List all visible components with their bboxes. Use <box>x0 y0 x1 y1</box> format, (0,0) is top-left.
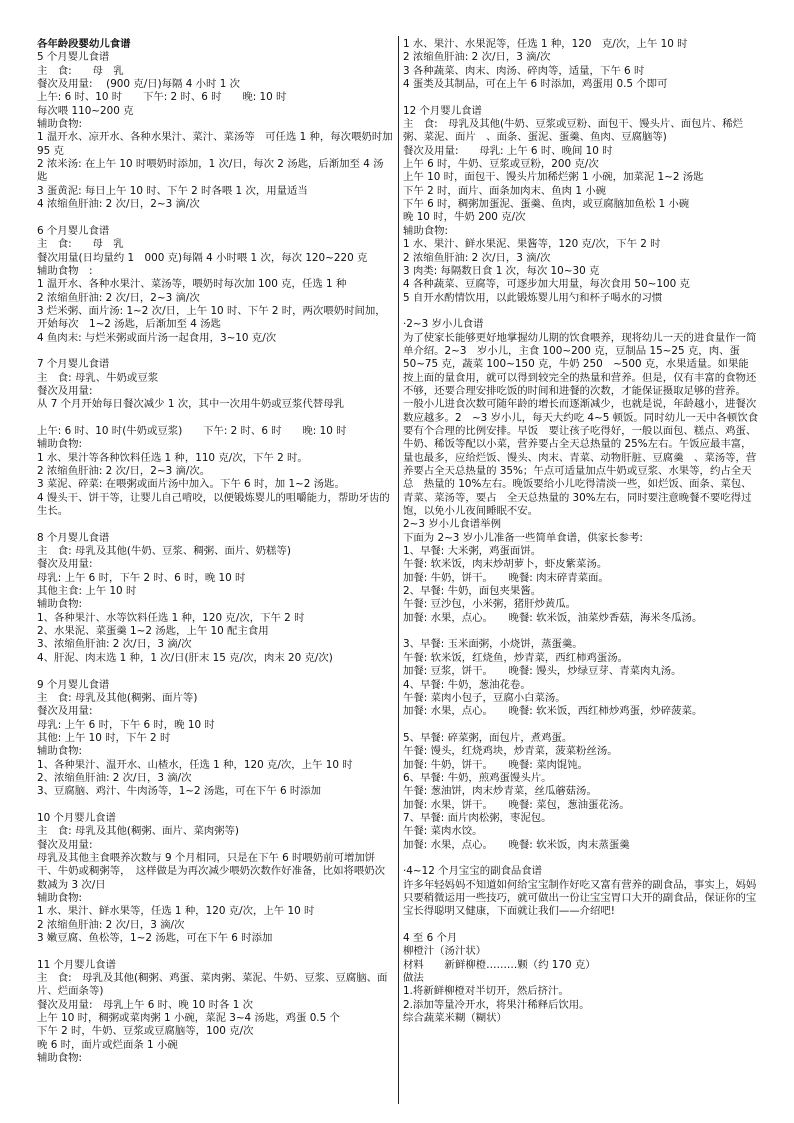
text-line: 辅助食物: <box>37 745 83 758</box>
text-line: 餐次及用量: (900 克/日)每隔 4 小时 1 次 <box>37 78 241 91</box>
text-line: 主 食: 母乳及其他(稠粥、面片等) <box>37 691 198 704</box>
text-line: 3 嫩豆腐、鱼松等，1~2 汤匙，可在下午 6 时添加 <box>37 932 273 945</box>
blank-line <box>403 305 759 318</box>
left-column <box>37 38 396 1065</box>
text-line: 1、各种果汁、水等饮料任选 1 种，120 克/次，下午 2 时 <box>37 611 305 624</box>
text-line: 主 食: 母 乳 <box>37 64 124 77</box>
text-line: 综合蔬菜米糊（糊状） <box>403 1012 507 1025</box>
text-line: 1 水、果汁、鲜水果等，任选 1 种，120 克/次，上午 10 时 <box>37 905 315 918</box>
blank-line <box>37 665 393 678</box>
text-line: 餐次及用量: 母乳上午 6 时、晚 10 时各 1 次 <box>37 998 254 1011</box>
text-line: 上午 10 时，稠粥或菜肉粥 1 小碗，菜泥 3~4 汤匙，鸡蛋 0.5 个 <box>37 1012 340 1025</box>
text-line: 7、早餐: 面片肉松粥，枣泥包。 <box>403 811 552 824</box>
text-line: 母乳: 上午 6 时，下午 2 时、6 时，晚 10 时 <box>37 571 246 584</box>
text-line: 午餐: 软米饭，肉末炒胡萝卜，虾皮紫菜汤。 <box>403 558 608 571</box>
text-line: 下午 2 时，面片、面条加肉末、鱼肉 1 小碗 <box>403 184 607 197</box>
text-line: 3 蛋黄泥: 每日上午 10 时、下午 2 时各喂 1 次，用量适当 <box>37 184 308 197</box>
text-line: 加餐: 水果，点心。 晚餐: 软米饭，油菜炒香菇，海米冬瓜汤。 <box>403 611 703 624</box>
text-line: 4、肝泥、肉末选 1 种，1 次/日(肝末 15 克/次，肉末 20 克/次) <box>37 651 333 664</box>
text-line: 午餐: 馒头，红烧鸡块，炒青菜，菠菜粉丝汤。 <box>403 745 618 758</box>
text-line: 2、水果泥、菜蛋羹 1~2 汤匙，上午 10 配主食用 <box>37 625 269 638</box>
text-line: 下午 2 时，牛奶、豆浆或豆腐脑等，100 克/次 <box>37 1025 254 1038</box>
text-line: 每次喂 110~200 克 <box>37 104 134 117</box>
text-line: 下午 6 时，稠粥加蛋泥、蛋羹、鱼肉，或豆腐脑加鱼松 1 小碗 <box>403 198 690 211</box>
text-line: 母乳: 上午 6 时，下午 6 时，晚 10 时 <box>37 718 215 731</box>
text-line: 辅助食物 : <box>37 264 93 277</box>
text-line: 餐次用量(日均量约 1 000 克)每隔 4 小时喂 1 次，每次 120~220 克 <box>37 251 368 264</box>
text-line: 辅助食物: <box>37 438 83 451</box>
text-line: 晚 6 时，面片或烂面条 1 小碗 <box>37 1038 178 1051</box>
text-line: 其他主食: 上午 10 时 <box>37 585 137 598</box>
text-line: 4 浓缩鱼肝油: 2 次/日，2~3 滴/次 <box>37 198 200 211</box>
text-line: 许多年轻妈妈不知道如何给宝宝制作好吃又富有营养的副食品，事实上，妈妈只要稍微运用一些技巧，就可做出一份让宝宝胃口大开的副食品，保证你的宝宝长得聪明又健康，下面就让我们——介绍吧! <box>403 878 757 918</box>
text-line: ·2~3 岁小儿食谱 <box>403 318 484 331</box>
text-line: 午餐: 菜肉水饺。 <box>403 825 483 838</box>
text-line: 辅助食物: <box>37 1052 83 1065</box>
text-line: 5 自开水酌情饮用，以此锻炼婴儿用勺和杯子喝水的习惯 <box>403 291 663 304</box>
text-line: 3 各种蔬菜、肉末、肉汤、碎肉等，适量，下午 6 时 <box>403 64 645 77</box>
text-line: 11 个月婴儿食谱 <box>37 958 116 971</box>
text-line: 主 食: 母乳及其他(牛奶、豆浆、稠粥、面片、奶糕等) <box>37 545 291 558</box>
text-line: 做法 <box>403 972 424 985</box>
text-line: 3、早餐: 玉米面粥，小烧饼，蒸蛋羹。 <box>403 638 583 651</box>
text-line: 加餐: 水果，点心。 晚餐: 软米饭，西红柿炒鸡蛋，炒碎菠菜。 <box>403 705 703 718</box>
text-line: 4、早餐: 牛奶，葱油花卷。 <box>403 678 531 691</box>
text-line: 午餐: 菜肉小包子，豆腐小白菜汤。 <box>403 691 566 704</box>
blank-line <box>403 625 759 638</box>
text-line: 辅助食物: <box>37 118 83 131</box>
text-line: 8 个月婴儿食谱 <box>37 531 110 544</box>
text-line: 上午: 6 时、10 时(牛奶或豆浆) 下午: 2 时、6 时 晚: 10 时 <box>37 424 347 437</box>
text-line: 6 个月婴儿食谱 <box>37 224 110 237</box>
text-line: 5、早餐: 碎菜粥，面包片，煮鸡蛋。 <box>403 731 573 744</box>
text-line: 2 浓缩鱼肝油: 2 次/日，2~3 滴/次 <box>37 291 200 304</box>
text-line: 6、早餐: 牛奶，煎鸡蛋馒头片。 <box>403 771 552 784</box>
text-line: 2 浓缩鱼肝油: 2 次/日，3 滴/次 <box>37 918 185 931</box>
text-line: 2~3 岁小儿食谱举例 <box>403 518 501 531</box>
text-line: 1 水、果汁、水果泥等，任选 1 种，120 克/次，上午 10 时 <box>403 38 688 50</box>
text-line: 1.将新鲜柳橙对半切开，然后挤汁。 <box>403 985 569 998</box>
text-line: 辅助食物: <box>37 892 83 904</box>
text-line: 3 烂米粥、面片汤: 1~2 次/日，上午 10 时、下午 2 时，两次喂奶时间加，开始每次 1~2 汤匙，后渐加至 4 汤匙 <box>37 304 386 331</box>
blank-line <box>37 412 393 425</box>
text-line: 其他: 上午 10 时，下午 2 时 <box>37 731 171 744</box>
text-line: 上午 10 时，面包干、馒头片加稀烂粥 1 小碗，加菜泥 1~2 汤匙 <box>403 171 704 184</box>
text-line: 主 食: 母乳及其他(牛奶、豆浆或豆粉、面包干、馒头片、面包片、稀烂粥、菜泥、面片 、面条、蛋泥、蛋羹、鱼肉、豆腐脑等) <box>403 118 744 144</box>
text-line: 2、浓缩鱼肝油: 2 次/日，3 滴/次 <box>37 771 192 784</box>
text-line: 2 浓缩鱼肝油: 2 次/日，2~3 滴/次。 <box>37 465 211 477</box>
text-line: 加餐: 水果，点心。 晚餐: 软米饭，肉末蒸蛋羹 <box>403 838 630 851</box>
text-line: 9 个月婴儿食谱 <box>37 678 110 691</box>
text-line: 加餐: 牛奶，饼干。 晚餐: 肉末碎青菜面。 <box>403 571 609 584</box>
text-line: 3 肉类: 每隔数日食 1 次，每次 10~30 克 <box>403 264 600 277</box>
text-line: 2 浓米汤: 在上午 10 时喂奶时添加，1 次/日，每次 2 汤匙，后渐加至 4 汤匙 <box>37 158 384 184</box>
text-line: 晚 10 时，牛奶 200 克/次 <box>403 211 526 224</box>
text-line: 10 个月婴儿食谱 <box>37 811 116 824</box>
text-line: 7 个月婴儿食谱 <box>37 358 110 371</box>
text-line: 1 温开水、各种水果汁、菜汤等，喂奶时每次加 100 克，任选 1 种 <box>37 278 347 291</box>
text-line: 上午 6 时，牛奶、豆浆或豆粉，200 克/次 <box>403 158 599 171</box>
text-line: 主 食: 母 乳 <box>37 238 124 251</box>
text-line: 辅助食物: <box>403 224 449 237</box>
text-line: 上午: 6 时、10 时 下午: 2 时、6 时 晚: 10 时 <box>37 91 287 104</box>
text-line: 午餐: 软米饭，红烧鱼，炒青菜，西红柿鸡蛋汤。 <box>403 651 629 664</box>
text-line: 1 温开水、凉开水、各种水果汁、菜汁、菜汤等 可任选 1 种，每次喂奶时加 95 克 <box>37 131 396 157</box>
text-line: 2、早餐: 牛奶，面包夹果酱。 <box>403 585 542 598</box>
text-line: 1、各种果汁、温开水、山楂水，任选 1 种，120 克/次，上午 10 时 <box>37 758 353 771</box>
text-line: 4 至 6 个月 <box>403 932 458 945</box>
blank-line <box>403 919 759 932</box>
blank-line <box>403 852 759 865</box>
text-line: 1、早餐: 大米粥，鸡蛋面饼。 <box>403 545 542 558</box>
text-line: 5 个月婴儿食谱 <box>37 51 110 64</box>
text-line: 为了使家长能够更好地掌握幼儿期的饮食喂养，现将幼儿一天的进食量作一简单介绍。2~3 岁小儿，主食 100~200 克，豆制品 15~25 克，肉、蛋 50~75 克，蔬菜 100~150 克，牛奶 250 ~500 克，水果适量。如果能按上面的量食用，就可以得到较完全的热量和营养。但是，仅有丰富的食物还不够，还要合理安排吃饭的时间和进餐的次数，才能保证摄取足够的营养。 一般小儿进食次数可随年龄的增长而逐渐减少，也就是说，年龄越小，进餐次数应越多。2 ~3 岁小儿，每天大约吃 4~5 顿饭。同时幼儿一天中各顿饮食要有个合理的比例安排。早饭 要让孩子吃得好，一般以面包、糕点、鸡蛋、牛奶、稀饭等配以小菜，营养要占全天总热量的 25%左右。午饭应最丰富，量也最多，应给烂饭、馒头、肉末、青菜、动物肝脏、豆腐羹 、菜汤等，营养要占全天总热量的 35%；午点可适量加点牛奶或豆浆、水果等，约占全天总 热量的 10%左右。晚饭要给小儿吃得清淡一些，如烂饭、面条、菜包、青菜、菜汤等，要占 全天总热量的 30%左右，同时要注意晚餐不要吃得过饱，以免小儿夜间睡眠不安。 <box>403 331 759 518</box>
text-line: 2 浓缩鱼肝油: 2 次/日，3 滴/次 <box>403 251 551 264</box>
text-line: 柳橙汁（汤汁状） <box>403 945 487 958</box>
text-line: 餐次及用量: <box>37 384 93 397</box>
text-line: 4 蛋类及其制品，可在上午 6 时添加，鸡蛋用 0.5 个即可 <box>403 78 668 91</box>
blank-line <box>403 719 759 732</box>
text-line: 餐次及用量: <box>37 838 93 851</box>
text-line: 材料 新鲜柳橙………颗（约 170 克） <box>403 958 596 971</box>
text-line: 主 食: 母乳、牛奶或豆浆 <box>37 371 159 384</box>
text-line: 主 食: 母乳及其他(稠粥、鸡蛋、菜肉粥、菜泥、牛奶、豆浆、豆腐脑、面片、烂面条等) <box>37 972 388 998</box>
blank-line <box>37 211 393 224</box>
text-line: 从 7 个月开始每日餐次减少 1 次，其中一次用牛奶或豆浆代替母乳 <box>37 398 344 411</box>
right-column <box>403 38 759 1025</box>
blank-line <box>37 945 393 958</box>
text-line: 3、豆腐脑、鸡汁、牛肉汤等，1~2 汤匙，可在下午 6 时添加 <box>37 785 322 798</box>
document-title: 各年龄段婴幼儿食谱 <box>37 38 131 50</box>
text-line: ·4~12 个月宝宝的副食品食谱 <box>403 865 543 878</box>
text-line: 2.添加等量冷开水，将果汁稀释后饮用。 <box>403 998 590 1011</box>
text-line: 母乳及其他主食喂养次数与 9 个月相同，只是在下午 6 时喂奶前可增加饼干、牛奶或稠粥等， 这样做是为再次减少喂奶次数作好准备，比如将喂奶次数减为 3 次/日 <box>37 851 386 891</box>
text-line: 午餐: 葱油饼，肉末炒青菜，丝瓜蘑菇汤。 <box>403 785 597 798</box>
blank-line <box>403 91 759 104</box>
text-line: 1 水、果汁、鲜水果泥、果酱等，120 克/次，下午 2 时 <box>403 238 661 251</box>
text-line: 辅助食物: <box>37 598 83 611</box>
text-line: 午餐: 豆沙包，小米粥，猪肝炒黄瓜。 <box>403 598 577 611</box>
text-line: 加餐: 水果，饼干。 晚餐: 菜包，葱油蛋花汤。 <box>403 798 630 811</box>
column-divider <box>398 36 399 1104</box>
text-line: 3 菜泥、碎菜: 在喂粥或面片汤中加入。下午 6 时，加 1~2 汤匙。 <box>37 478 345 491</box>
blank-line <box>37 518 393 531</box>
text-line: 12 个月婴儿食谱 <box>403 104 482 117</box>
blank-line <box>37 799 393 812</box>
text-line: 4 各种蔬菜、豆腐等，可逐步加大用量，每次食用 50~100 克 <box>403 278 690 291</box>
text-line: 加餐: 豆浆，饼干。 晚餐: 馒头，炒绿豆芽、青菜肉丸汤。 <box>403 665 682 678</box>
text-line: 餐次及用量: <box>37 558 93 571</box>
text-line: 餐次及用量: <box>37 705 93 718</box>
text-line: 餐次及用量: 母乳: 上午 6 时、晚间 10 时 <box>403 144 613 157</box>
text-line: 加餐: 牛奶，饼干。 晚餐: 菜肉馄饨。 <box>403 758 589 771</box>
text-line: 3、浓缩鱼肝油: 2 次/日，3 滴/次 <box>37 638 192 651</box>
text-line: 下面为 2~3 岁小儿准备一些简单食谱，供家长参考: <box>403 531 643 544</box>
text-line: 1 水、果汁等各种饮料任选 1 种，110 克/次，下午 2 时。 <box>37 451 308 464</box>
blank-line <box>37 345 393 358</box>
text-line: 4 鱼肉末: 与烂米粥或面片汤一起食用，3~10 克/次 <box>37 331 277 344</box>
text-line: 主 食: 母乳及其他(稠粥、面片、菜肉粥等) <box>37 825 239 838</box>
text-line: 4 馒头干、饼干等，让婴儿自己啃咬，以便锻炼婴儿的咀嚼能力，帮助牙齿的生长。 <box>37 491 390 518</box>
text-line: 2 浓缩鱼肝油: 2 次/日，3 滴/次 <box>403 51 551 64</box>
